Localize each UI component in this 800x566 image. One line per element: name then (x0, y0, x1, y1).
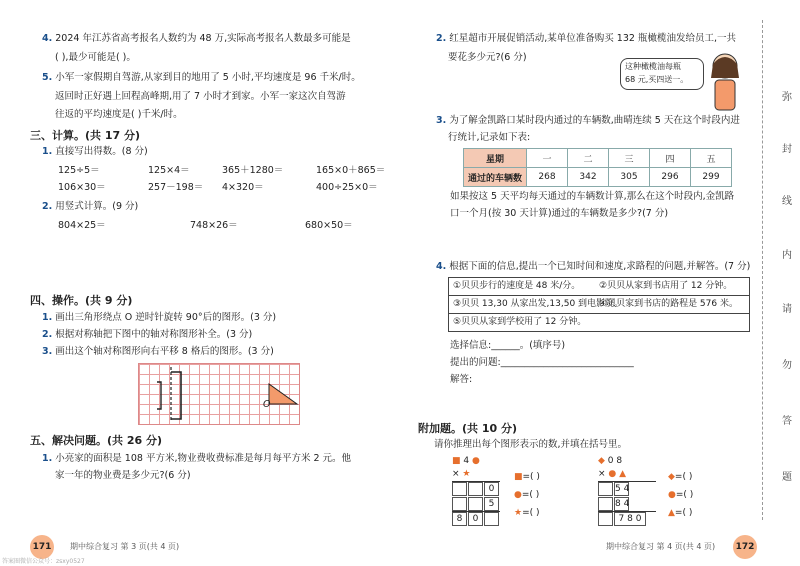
problem-3-line4: 口一个月(按 30 天计算)通过的车辆数是多少?(7 分) (450, 208, 669, 219)
margin-char: 线 (782, 196, 792, 207)
question-5-line3: 往返的平均速度是( )千米/时。 (55, 109, 183, 120)
op-2: 2. 根据对称轴把下图中的轴对称图形补全。(3 分) (42, 329, 253, 340)
table-row: 星期 一 二 三 四 五 (464, 149, 732, 168)
calc-item: 748×26＝ (190, 220, 238, 231)
square-icon: ■ (452, 456, 461, 466)
problem-2-line2: 要花多少元?(6 分) (448, 52, 527, 63)
circle-icon: ● (514, 490, 522, 500)
translation-shape (157, 382, 161, 409)
info-box: ①贝贝步行的速度是 48 米/分。 ②贝贝从家到书店用了 12 分钟。 ③贝贝 13,30 从家出发,13,50 到电影院。 ④贝贝家到书店的路程是 576 米。 ⑤贝贝从家到学校用了 12 分钟。 (448, 277, 750, 332)
calc-item: 680×50＝ (305, 220, 353, 231)
girl-illustration (705, 50, 747, 118)
calc-item: 4×320＝ (222, 182, 264, 193)
margin-char: 内 (782, 250, 792, 261)
select-info: 选择信息:______。(填序号) (450, 340, 566, 351)
calc-item: 400÷25×0＝ (316, 182, 378, 193)
problem-4: 4. 根据下面的信息,提出一个已知时间和速度,求路程的问题,并解答。(7 分) (436, 261, 751, 272)
triangle-icon: ▲ (619, 469, 627, 479)
margin-char: 答 (782, 416, 792, 427)
diamond-icon: ◆ (668, 472, 675, 482)
problem-1-line2: 家一年的物业费是多少元?(6 分) (55, 470, 191, 481)
left-puzzle-legend: ■=( ) ●=( ) ★=( ) (514, 472, 540, 518)
calc-item: 125÷5＝ (58, 165, 100, 176)
calc-item: 106×30＝ (58, 182, 106, 193)
table-row: 通过的车辆数 268 342 305 296 299 (464, 168, 732, 187)
section-5-title: 五、解决问题。(共 26 分) (30, 434, 163, 447)
calc-item: 365＋1280＝ (222, 165, 284, 176)
triangle-shape (269, 384, 297, 404)
answer-label: 解答: (450, 374, 473, 385)
calc-item: 257－198＝ (148, 182, 204, 193)
margin-char: 弥 (782, 92, 792, 103)
grid-shapes (139, 364, 299, 424)
question-5-line2: 返回时正好遇上回程高峰期,用了 7 小时才到家。小军一家这次自驾游 (55, 91, 346, 102)
bonus-title: 附加题。(共 10 分) (418, 422, 518, 435)
watermark: 答案圈微信公众号：zsxy0527 (2, 558, 85, 565)
op-3: 3. 画出这个轴对称图形向右平移 8 格后的图形。(3 分) (42, 346, 274, 357)
calc-item: 165×0＋865＝ (316, 165, 386, 176)
calc-item: 125×4＝ (148, 165, 190, 176)
traffic-table (463, 148, 732, 187)
problem-3: 3. 为了解金凯路口某时段内通过的车辆数,曲晴连续 5 天在这个时段内进 (436, 115, 740, 126)
star-icon: ★ (514, 508, 523, 518)
circle-icon: ● (472, 456, 480, 466)
circle-icon: ● (668, 490, 676, 500)
margin-char: 封 (782, 144, 792, 155)
calc-2-title: 2. 用竖式计算。(9 分) (42, 201, 139, 212)
problem-2: 2. 红星超市开展促销活动,某单位准备购买 132 瓶橄榄油发给员工,一共 (436, 33, 736, 44)
symmetric-shape (171, 372, 181, 419)
op-1: 1. 画出三角形绕点 O 逆时针旋转 90°后的图形。(3 分) (42, 312, 277, 323)
diamond-icon: ◆ (598, 456, 605, 466)
page-number-right: 172 (733, 535, 757, 559)
point-o-label: O (263, 399, 271, 410)
grid-figure (138, 363, 300, 425)
problem-3-line3: 如果按这 5 天平均每天通过的车辆数计算,那么在这个时段内,金凯路 (450, 191, 735, 202)
margin-char: 勿 (782, 360, 792, 371)
margin-char: 请 (782, 304, 792, 315)
calc-item: 804×25＝ (58, 220, 106, 231)
proposed-question: 提出的问题:____________________________ (450, 357, 634, 368)
question-4: 4. 2024 年江苏省高考报名人数约为 48 万,实际高考报名人数最多可能是 (42, 33, 351, 44)
question-4-line2: ( ),最少可能是( )。 (55, 52, 136, 63)
square-icon: ■ (514, 472, 523, 482)
margin-char: 题 (782, 472, 792, 483)
section-3-title: 三、计算。(共 17 分) (30, 129, 141, 142)
calc-1-title: 1. 直接写出得数。(8 分) (42, 146, 148, 157)
right-puzzle-legend: ◆=( ) ●=( ) ▲=( ) (668, 472, 694, 518)
circle-icon: ● (608, 469, 617, 479)
right-puzzle: ◆ 0 8 × ● ▲ 5 4 8 4 7 8 0 (598, 455, 656, 527)
cut-line (762, 20, 764, 520)
star-icon: ★ (462, 469, 471, 479)
page-number-left: 171 (30, 535, 54, 559)
problem-1: 1. 小亮家的面积是 108 平方米,物业费收费标准是每月每平方米 2 元。他 (42, 453, 352, 464)
problem-3-line2: 行统计,记录如下表: (448, 132, 531, 143)
triangle-icon: ▲ (668, 508, 675, 518)
bonus-instructions: 请你推理出每个图形表示的数,并填在括号里。 (434, 439, 628, 450)
left-puzzle: ■ 4 ● × ★ 0 5 8 0 (452, 455, 500, 527)
footer-left-text: 期中综合复习 第 3 页(共 4 页) (70, 542, 180, 551)
section-4-title: 四、操作。(共 9 分) (30, 294, 133, 307)
question-5: 5. 小军一家假期自驾游,从家到目的地用了 5 小时,平均速度是 96 千米/时。 (42, 72, 361, 83)
footer-right-text: 期中综合复习 第 4 页(共 4 页) (606, 542, 716, 551)
speech-bubble: 这种橄榄油每瓶 68 元,买四送一。 (620, 58, 704, 90)
